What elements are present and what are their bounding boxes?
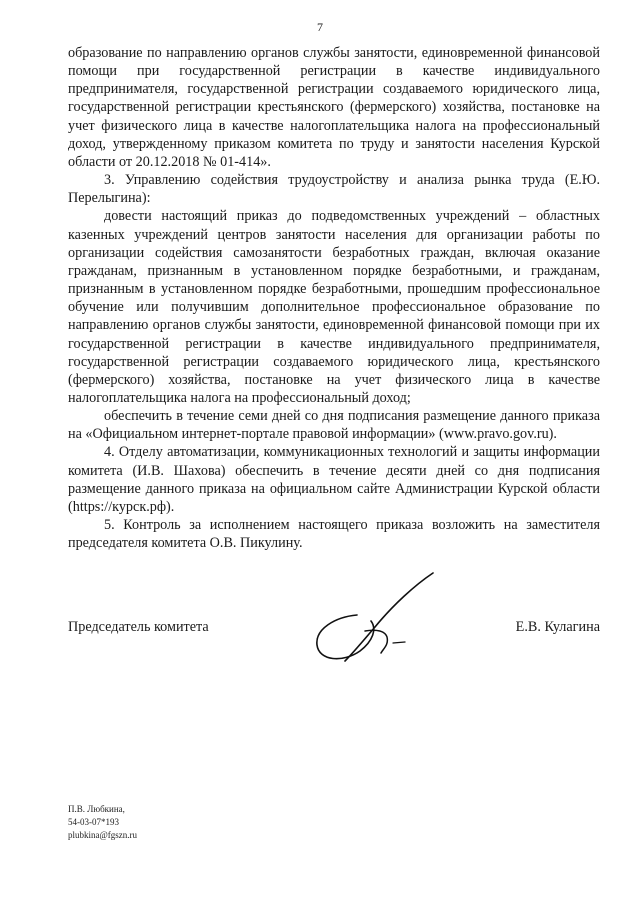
order-body-text [68,44,600,552]
signatory-name: Е.В. Кулагина [515,619,600,635]
paragraph-item-3: 3. Управлению содействия трудоустройству и анализа рынка труда (Е.Ю. Перелыгина): [68,172,600,207]
page-number: 7 [317,20,323,34]
paragraph-item-5: 5. Контроль за исполнением настоящего приказа возложить на заместителя председателя комитета О.В. Пикулину. [68,517,600,552]
executor-phone: 54-03-07*193 [68,817,119,827]
executor-footer [68,803,137,842]
paragraph-item-3-publish: обеспечить в течение семи дней со дня подписания размещение данного приказа на «Официальном интернет-портале правовой информации» (www.pravo.gov.ru). [68,408,600,443]
paragraph-continuation: образование по направлению органов службы занятости, единовременной финансовой помощи при государственной регистрации в качестве индивидуального предпринимателя, государственной регистрации создаваемого юридического лица, государственной регистрации крестьянского (фермерского) хозяйства, постановке на учет физического лица в качестве налогоплательщика налога на профессиональный доход, утвержденному приказом комитета по труду и занятости населения Курской области от 20.12.2018 № 01-414». [68,45,600,170]
paragraph-item-3-bring-order: довести настоящий приказ до подведомственных учреждений – областных казенных учреждений центров занятости населения для организации работы по организации содействия самозанятости безработных граждан, включая оказание гражданам, признанным в установленном порядке безработными, и гражданам, признанным в установленном порядке безработными, прошедшим профессиональное обучение или получившим дополнительное профессиональное образование по направлению органов службы занятости, единовременной финансовой помощи при их государственной регистрации в качестве индивидуального предпринимателя, государственной регистрации создаваемого юридического лица, крестьянского (фермерского) хозяйства, постановке на учет физического лица в качестве налогоплательщика налога на профессиональный доход; [68,208,600,406]
executor-email: plubkina@fgszn.ru [68,830,138,840]
executor-name: П.В. Любкина, [68,804,125,814]
paragraph-item-4: 4. Отделу автоматизации, коммуникационных технологий и защиты информации комитета (И.В. Шахова) обеспечить в течение десяти дней со дня подписания размещение данного приказа на официальном сайте Администрации Курской области (https://курск.рф). [68,444,600,515]
handwritten-signature [305,565,445,675]
signatory-title: Председатель комитета [68,619,209,635]
